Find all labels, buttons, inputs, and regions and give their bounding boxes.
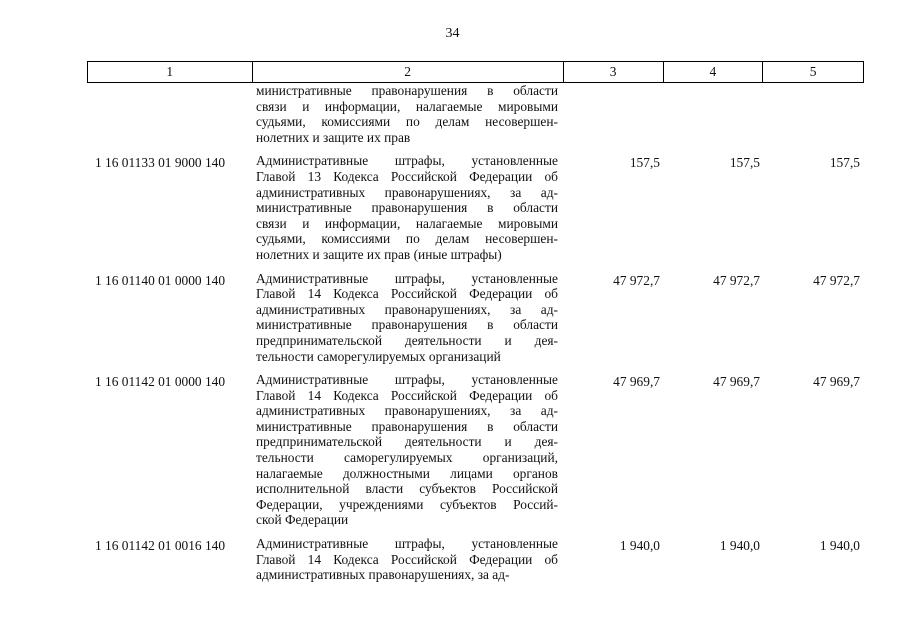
- amount-cell-4: [664, 83, 764, 145]
- description-line: судьями, комиссиями по делам несовершен-: [256, 231, 558, 247]
- row-gap: [87, 145, 864, 153]
- description-line: министративные правонарушения в области: [256, 317, 558, 333]
- description-line: Административные штрафы, установленные: [256, 536, 558, 552]
- header-col-5: 5: [809, 64, 817, 79]
- budget-code-cell: [87, 83, 252, 145]
- budget-code-cell: 1 16 01133 01 9000 140: [95, 155, 226, 171]
- amount-cell-4: 47 969,7: [713, 374, 760, 390]
- header-col-3: 3: [564, 62, 664, 82]
- table-header: [87, 61, 864, 83]
- amount-cell-4: 1 940,0: [719, 538, 760, 554]
- description-cell: [252, 271, 564, 365]
- description-line: Административные штрафы, установленные: [256, 372, 558, 388]
- description-line: связи и информации, налагаемые мировыми: [256, 98, 558, 114]
- table-row: [87, 83, 864, 145]
- amount-cell-5: 47 969,7: [813, 374, 860, 390]
- row-gap: [87, 528, 864, 536]
- description-line: административных правонарушениях, за ад-: [256, 184, 558, 200]
- description-line: Главой 14 Кодекса Российской Федерации об: [256, 286, 558, 302]
- amount-cell-3: [564, 83, 664, 145]
- description-line: министративные правонарушения в области: [256, 200, 558, 216]
- description-line: ской Федерации: [256, 512, 349, 528]
- description-line: связи и информации, налагаемые мировыми: [256, 215, 558, 231]
- amount-cell-4: 47 972,7: [713, 272, 760, 288]
- table-row: [87, 271, 864, 365]
- description-cell: [252, 83, 564, 145]
- amount-cell-4: 157,5: [729, 155, 760, 171]
- description-cell: [252, 536, 564, 583]
- description-line: Федерации, учреждениями субъектов Россий-: [256, 496, 558, 512]
- description-line: судьями, комиссиями по делам несовершен-: [256, 114, 558, 130]
- description-line: тельности саморегулируемых организаций: [256, 348, 501, 364]
- budget-code-cell: 1 16 01142 01 0000 140: [95, 374, 226, 390]
- description-line: Главой 13 Кодекса Российской Федерации об: [256, 168, 558, 184]
- description-line: Административные штрафы, установленные: [256, 153, 558, 169]
- description-line: административных правонарушениях, за ад-: [256, 403, 558, 419]
- amount-cell-5: 1 940,0: [819, 538, 860, 554]
- header-col-1: 1: [88, 62, 253, 82]
- description-line: предпринимательской деятельности и дея-: [256, 434, 558, 450]
- amount-cell-5: 47 972,7: [813, 272, 860, 288]
- amount-cell-3: 1 940,0: [619, 538, 660, 554]
- description-line: министративные правонарушения в области: [256, 418, 558, 434]
- description-line: административных правонарушениях, за ад-: [256, 301, 558, 317]
- table-body: [87, 83, 864, 583]
- header-col-2: 2: [253, 62, 564, 82]
- amount-cell-5: 157,5: [829, 155, 860, 171]
- description-line: исполнительной власти субъектов Российской: [256, 481, 558, 497]
- description-line: предпринимательской деятельности и дея-: [256, 332, 558, 348]
- page-number: 34: [445, 26, 460, 41]
- description-line: Главой 14 Кодекса Российской Федерации об: [256, 387, 558, 403]
- budget-code-cell: 1 16 01142 01 0016 140: [95, 538, 226, 554]
- amount-cell-3: 157,5: [629, 155, 660, 171]
- budget-code-cell: 1 16 01140 01 0000 140: [95, 272, 226, 288]
- description-line: административных правонарушениях, за ад-: [256, 567, 510, 583]
- description-line: нолетних и защите их прав (иные штрафы): [256, 246, 502, 262]
- description-line: Главой 14 Кодекса Российской Федерации об: [256, 551, 558, 567]
- description-cell: [252, 153, 564, 262]
- description-line: Административные штрафы, установленные: [256, 270, 558, 286]
- description-line: тельности саморегулируемых организаций,: [256, 450, 558, 466]
- table-row: [87, 536, 864, 583]
- amount-cell-3: 47 969,7: [613, 374, 660, 390]
- description-line: нолетних и защите их прав: [256, 129, 411, 145]
- row-gap: [87, 364, 864, 372]
- table-row: [87, 372, 864, 528]
- amount-cell-3: 47 972,7: [613, 272, 660, 288]
- description-line: налагаемые должностными лицами органов: [256, 465, 558, 481]
- table-row: [87, 153, 864, 262]
- row-gap: [87, 263, 864, 271]
- description-line: министративные правонарушения в области: [256, 83, 558, 98]
- amount-cell-5: [764, 83, 864, 145]
- header-col-4: 4: [664, 62, 764, 82]
- description-cell: [252, 372, 564, 528]
